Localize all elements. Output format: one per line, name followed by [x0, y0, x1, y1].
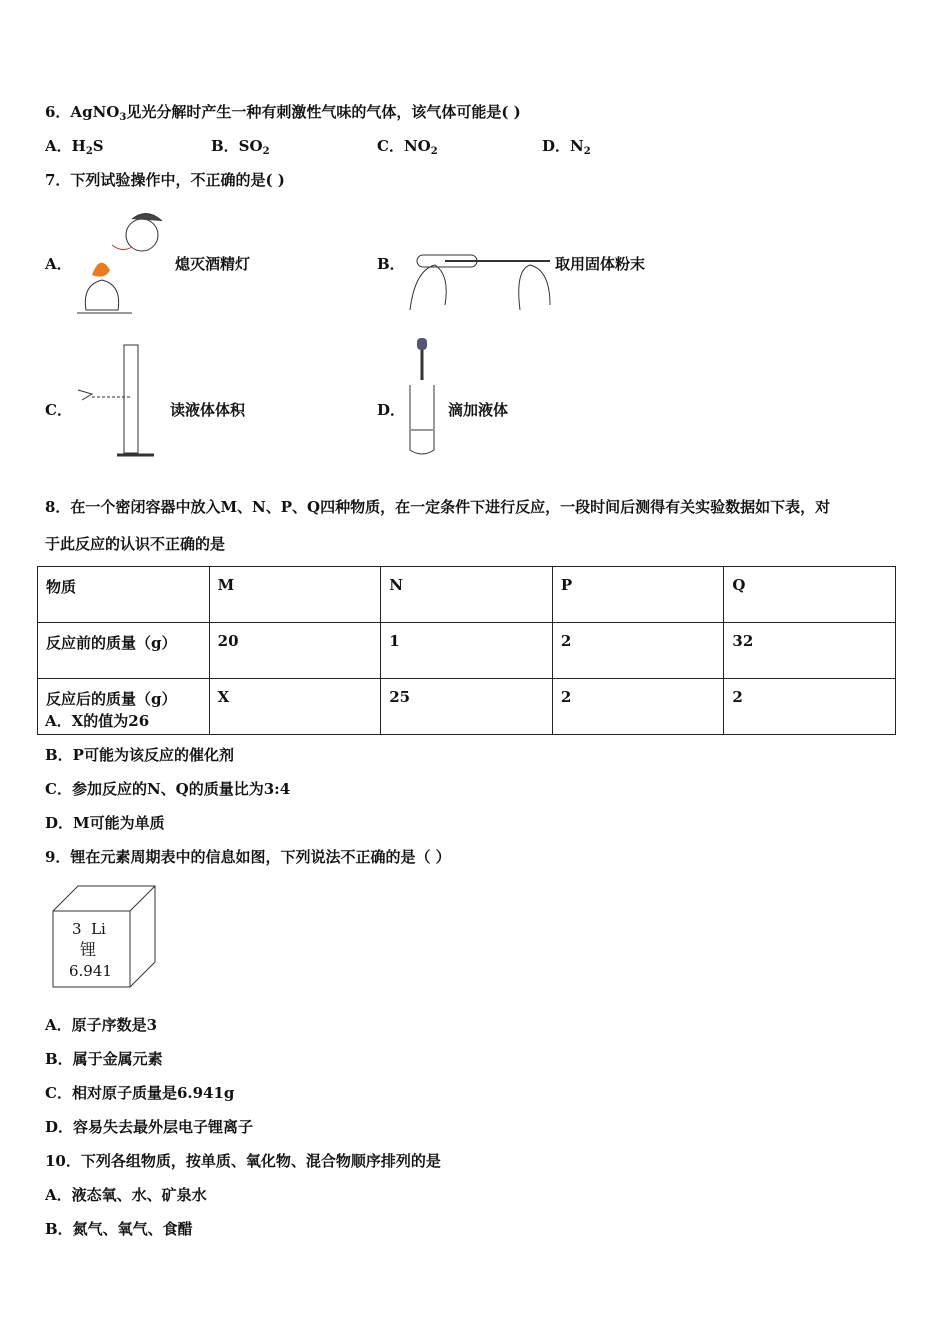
- q6-option-c: C．$NO_2$: [377, 137, 438, 157]
- q10-stem: 10．下列各组物质，按单质、氧化物、混合物顺序排列的是: [45, 1152, 441, 1170]
- table-row: 反应后的质量（g） X 25 2 2: [38, 679, 896, 735]
- powder-tube-illustration: [405, 240, 555, 315]
- element-name: 锂: [80, 940, 97, 959]
- q8-option-d: D．M可能为单质: [45, 814, 165, 832]
- q6-option-d: D．$N_2$: [542, 137, 591, 157]
- q7-stem: 7．下列试验操作中，不正确的是( ): [45, 171, 285, 189]
- q7-option-a-caption: 熄灭酒精灯: [175, 255, 251, 273]
- element-number-symbol: 3 Li: [72, 920, 106, 938]
- q10-option-b: B．氮气、氧气、食醋: [45, 1220, 193, 1238]
- extinguish-lamp-illustration: [72, 205, 172, 320]
- q9-option-d: D．容易失去最外层电子锂离子: [45, 1118, 254, 1136]
- q8-option-b: B．P可能为该反应的催化剂: [45, 746, 234, 764]
- q8-stem-line2: 于此反应的认识不正确的是: [45, 535, 226, 553]
- q7-option-b-caption: 取用固体粉末: [555, 255, 646, 273]
- graduated-cylinder-illustration: [72, 340, 162, 460]
- table-row: 物质 M N P Q: [38, 567, 896, 623]
- q8-option-c: C．参加反应的N、Q的质量比为3:4: [45, 780, 291, 798]
- table-row: 反应前的质量（g） 20 1 2 32: [38, 623, 896, 679]
- dropper-illustration: [405, 335, 440, 460]
- q9-stem: 9．锂在元素周期表中的信息如图，下列说法不正确的是（ ）: [45, 848, 451, 866]
- q7-option-b-letter: B．: [377, 255, 405, 273]
- q8-option-a: A．X的值为26: [45, 712, 150, 730]
- q8-stem-line1: 8．在一个密闭容器中放入M、N、P、Q四种物质，在一定条件下进行反应，一段时间后测得有关实验数据如下表，对: [45, 498, 831, 516]
- q6-option-b: B．$SO_2$: [211, 137, 270, 157]
- q7-option-c-caption: 读液体体积: [170, 401, 246, 419]
- q6-option-a: A．$H_2S$: [45, 137, 104, 157]
- q10-option-a: A．液态氧、水、矿泉水: [45, 1186, 207, 1204]
- element-mass: 6.941: [69, 962, 112, 980]
- q8-data-table: [37, 566, 896, 735]
- q7-option-d-letter: D．: [377, 401, 406, 419]
- q7-option-a-letter: A．: [45, 255, 72, 273]
- q7-option-c-letter: C．: [45, 401, 72, 419]
- q7-option-d-caption: 滴加液体: [448, 401, 509, 419]
- q6-stem: 6．AgNO$_3$见光分解时产生一种有刺激性气味的气体，该气体可能是( ): [45, 103, 521, 123]
- q9-option-b: B．属于金属元素: [45, 1050, 163, 1068]
- q9-option-c: C．相对原子质量是6.941g: [45, 1084, 235, 1102]
- q9-option-a: A．原子序数是3: [45, 1016, 158, 1034]
